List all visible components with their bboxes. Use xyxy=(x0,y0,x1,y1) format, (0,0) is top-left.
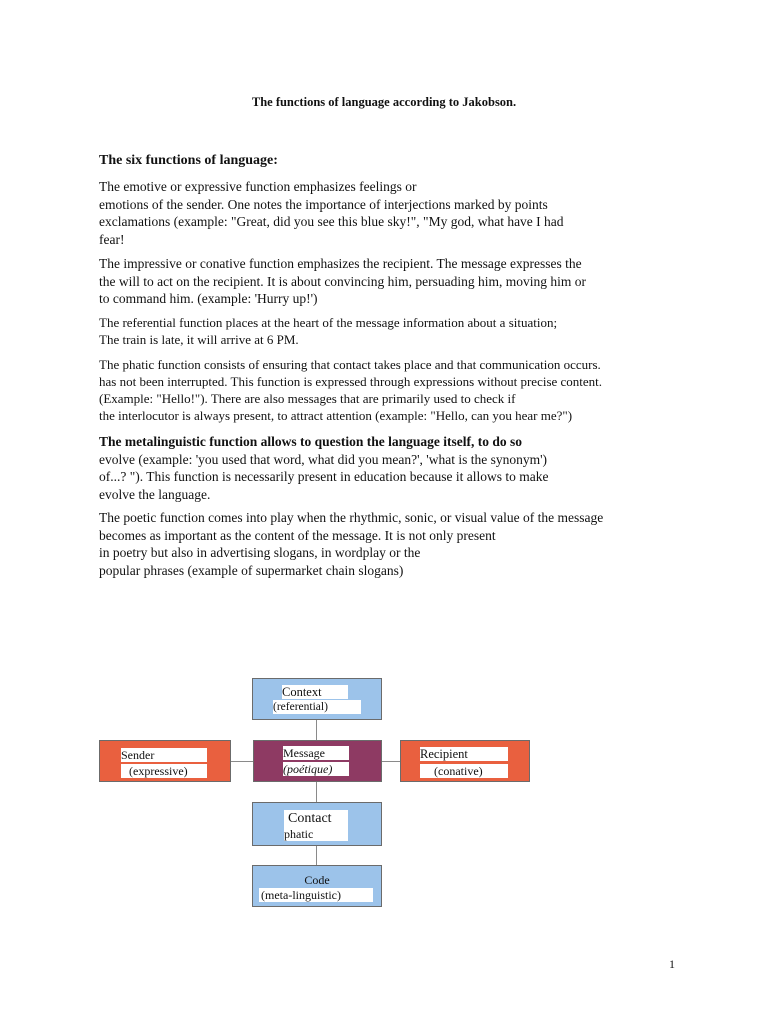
context-sublabel: (referential) xyxy=(273,700,361,714)
paragraph-emotive: The emotive or expressive function emphasizes feelings or emotions of the sender. One notes the importance of interjections marked by points exclamations (example: "Great, did you see this blue sky!", "My god, what have I had fear! xyxy=(99,179,564,247)
paragraph-conative: The impressive or conative function emphasizes the recipient. The message expresses the the will to act on the recipient. It is about convincing him, persuading him, moving him or to command him. (example: 'Hurry up!') xyxy=(99,256,587,306)
message-sublabel: (poétique) xyxy=(283,762,349,776)
document-title: The functions of language according to Jakobson. xyxy=(251,95,517,109)
recipient-sublabel: (conative) xyxy=(420,764,508,778)
connector-message-contact xyxy=(316,781,317,803)
connector-context-message xyxy=(316,719,317,740)
paragraph-poetic: The poetic function comes into play when the rhythmic, sonic, or visual value of the message becomes as important as the content of the message. It is not only present in poetry but also in advertising slogans, in wordplay or the popular phrases (example of supermarket chain slogans) xyxy=(99,510,604,578)
code-sublabel: (meta-linguistic) xyxy=(259,888,373,902)
section-heading: The six functions of language: xyxy=(99,153,278,168)
connector-message-recipient xyxy=(381,761,401,762)
code-label: Code xyxy=(304,873,330,887)
recipient-label: Recipient xyxy=(420,747,508,761)
contact-sublabel: phatic xyxy=(284,827,348,841)
connector-contact-code xyxy=(316,845,317,866)
metalinguistic-lead: The metalinguistic function allows to question the language itself, to do so xyxy=(99,434,523,449)
metalinguistic-body: evolve (example: 'you used that word, what did you mean?', 'what is the synonym') of...? "). This function is necessarily present in education because it allows to make evolve the language. xyxy=(99,451,549,502)
context-label: Context xyxy=(282,685,348,699)
contact-label: Contact xyxy=(284,810,348,827)
message-label: Message xyxy=(283,746,349,760)
paragraph-referential: The referential function places at the heart of the message information about a situation; The train is late, it will arrive at 6 PM. xyxy=(99,315,558,347)
connector-sender-message xyxy=(230,761,254,762)
page-number: 1 xyxy=(669,957,675,971)
sender-sublabel: (expressive) xyxy=(121,764,207,778)
sender-label: Sender xyxy=(121,748,207,762)
paragraph-phatic: The phatic function consists of ensuring that contact takes place and that communication occurs. has not been interrupted. This function is expressed through expressions without precise content. (Example: "Hello!"). There are also messages that are primarily used to check if the interlocutor is always present, to attract attention (example: "Hello, can you hear me?") xyxy=(99,357,603,423)
